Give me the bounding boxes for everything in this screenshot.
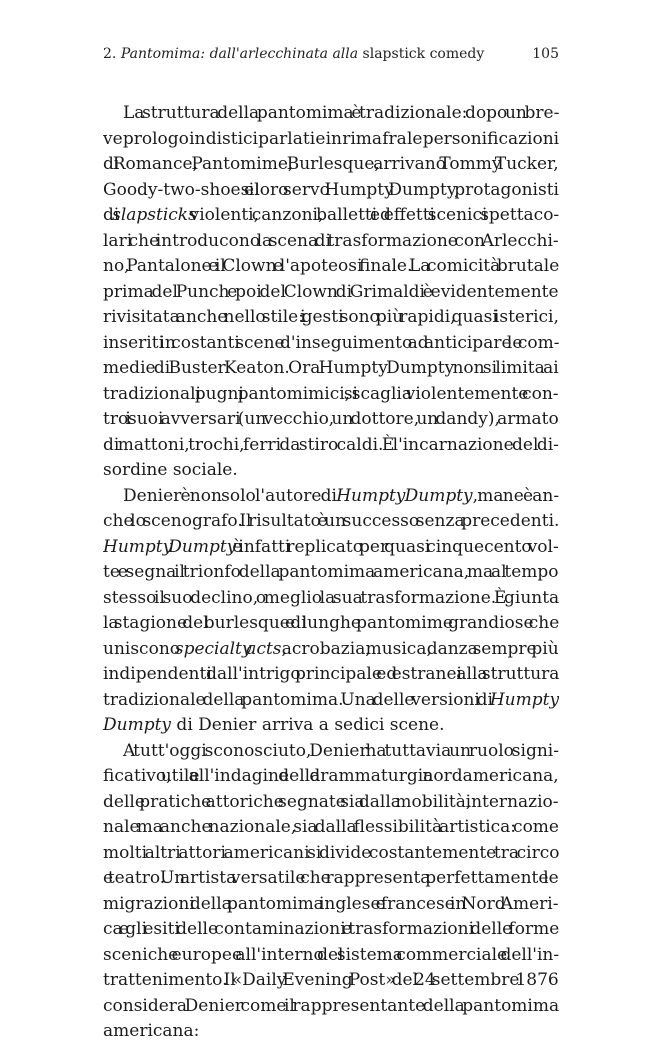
- text-line: Denier è non solo l'autore di Humpty Dumpty, ma ne è an-: [123, 485, 559, 506]
- text-line: tradizionali pugni pantomimici, si scaglia violentemente con-: [103, 383, 559, 404]
- paragraph: [103, 101, 559, 484]
- text-line: no, Pantalone e il Clown e l'apoteosi finale. La comicità brutale: [103, 256, 559, 276]
- text-line: te e segna il trionfo della pantomima americana, ma al tempo: [103, 562, 559, 582]
- text-line: la stagione del burlesque e di lunghe pantomime grandiose che: [103, 613, 559, 633]
- text-line: di mattoni, trochi, ferri da stiro caldi. È l'incarnazione del di-: [103, 434, 559, 455]
- page-number: 105: [532, 46, 559, 62]
- text-line: delle pratiche attoriche segnate sia dalla mobilità, internazio-: [103, 791, 559, 812]
- chapter-title-italic: Pantomima: dall'arlecchinata alla: [120, 46, 359, 62]
- italic-text: specialty acts: [174, 638, 282, 659]
- text-line: molti altri attori americani si divide costantemente tra circo: [103, 842, 559, 863]
- text-line: Goody-two-shoes e il loro servo Humpty Dumpty, protagonisti: [103, 179, 559, 200]
- text-line: Dumpty di Denier arriva a sedici scene.: [103, 715, 445, 735]
- italic-text: Humpty Dumpty: [103, 536, 237, 557]
- italic-text: Humpty Dumpty: [336, 485, 473, 506]
- chapter-number: 2.: [103, 46, 117, 62]
- text-line: ca e gli esiti delle contaminazioni e trasformazioni delle forme: [103, 919, 559, 939]
- text-line: prima del Punch e poi del Clown di Grimaldi è evidentemente: [103, 281, 559, 302]
- text-line: americana:: [103, 1021, 200, 1041]
- italic-text: Dumpty: [103, 715, 172, 735]
- text-line: ficativo, utile all'indagine della drammaturgia nordamericana,: [103, 766, 559, 786]
- chapter-title-roman: slapstick comedy: [362, 46, 485, 62]
- text-line: A tutt'oggi sconosciuto, Denier ha tuttavia un ruolo signi-: [123, 740, 559, 761]
- text-line: sceniche europee all'interno del sistema commerciale dell'in-: [103, 944, 559, 965]
- text-line: indipendenti dall'intrigo principale ed estranei alla struttura: [103, 664, 559, 684]
- text-line: La struttura della pantomima è tradizionale: dopo un bre-: [123, 103, 559, 123]
- text-line: stesso il suo declino, o meglio la sua trasformazione. È giunta: [103, 587, 559, 608]
- text-line: medie di Buster Keaton. Ora Humpty Dumpty non si limita ai: [103, 358, 559, 378]
- text-line: inseriti in costanti scene d'inseguimento ad anticipare le com-: [103, 332, 559, 353]
- text-line: sordine sociale.: [103, 460, 238, 480]
- text-line: di slapsticks violenti, canzoni, balletti ed effetti scenici spettaco-: [103, 205, 559, 225]
- text-line: migrazioni della pantomima inglese e francese in Nord Ameri-: [103, 893, 559, 914]
- text-line: lari che introducono la scena di trasformazione con Arlecchi-: [103, 230, 559, 251]
- italic-text: slapsticks: [112, 205, 197, 225]
- italic-text: Humpty: [489, 689, 559, 710]
- text-line: trattenimento. Il «Daily Evening Post» del 24 settembre 1876: [103, 970, 559, 990]
- text-line: tro i suoi avversari (un vecchio, un dottore, un dandy), armato: [103, 409, 559, 429]
- text-line: e teatro. Un artista versatile che rappresenta perfettamente le: [103, 868, 559, 888]
- text-line: che lo scenografo. Il risultato è un successo senza precedenti.: [103, 511, 559, 531]
- text-line: rivisitata anche nello stile: i gesti sono più rapidi, quasi isterici,: [103, 307, 559, 327]
- chapter-heading: [103, 46, 484, 62]
- text-line: uniscono specialty acts, acrobazia, musica, danza sempre più: [103, 638, 559, 659]
- text-line: Humpty Dumpty è infatti replicato per quasi cinquecento vol-: [103, 536, 559, 557]
- paragraph: [103, 739, 559, 1045]
- paragraph: [103, 484, 559, 739]
- text-line: ve prologo in distici parlati e in rima fra le personificazioni: [103, 128, 559, 149]
- text-line: di Romance, Pantomime, Burlesque, arrivano Tommy Tucker,: [103, 154, 559, 174]
- body-text: [103, 101, 559, 1045]
- text-line: considera Denier come il rappresentante della pantomima: [103, 995, 559, 1016]
- running-head: [103, 44, 559, 64]
- text-line: tradizionale della pantomima. Una delle versioni di Humpty: [103, 689, 559, 710]
- text-line: nale ma anche nazionale, sia dalla flessibilità artistica: come: [103, 817, 559, 837]
